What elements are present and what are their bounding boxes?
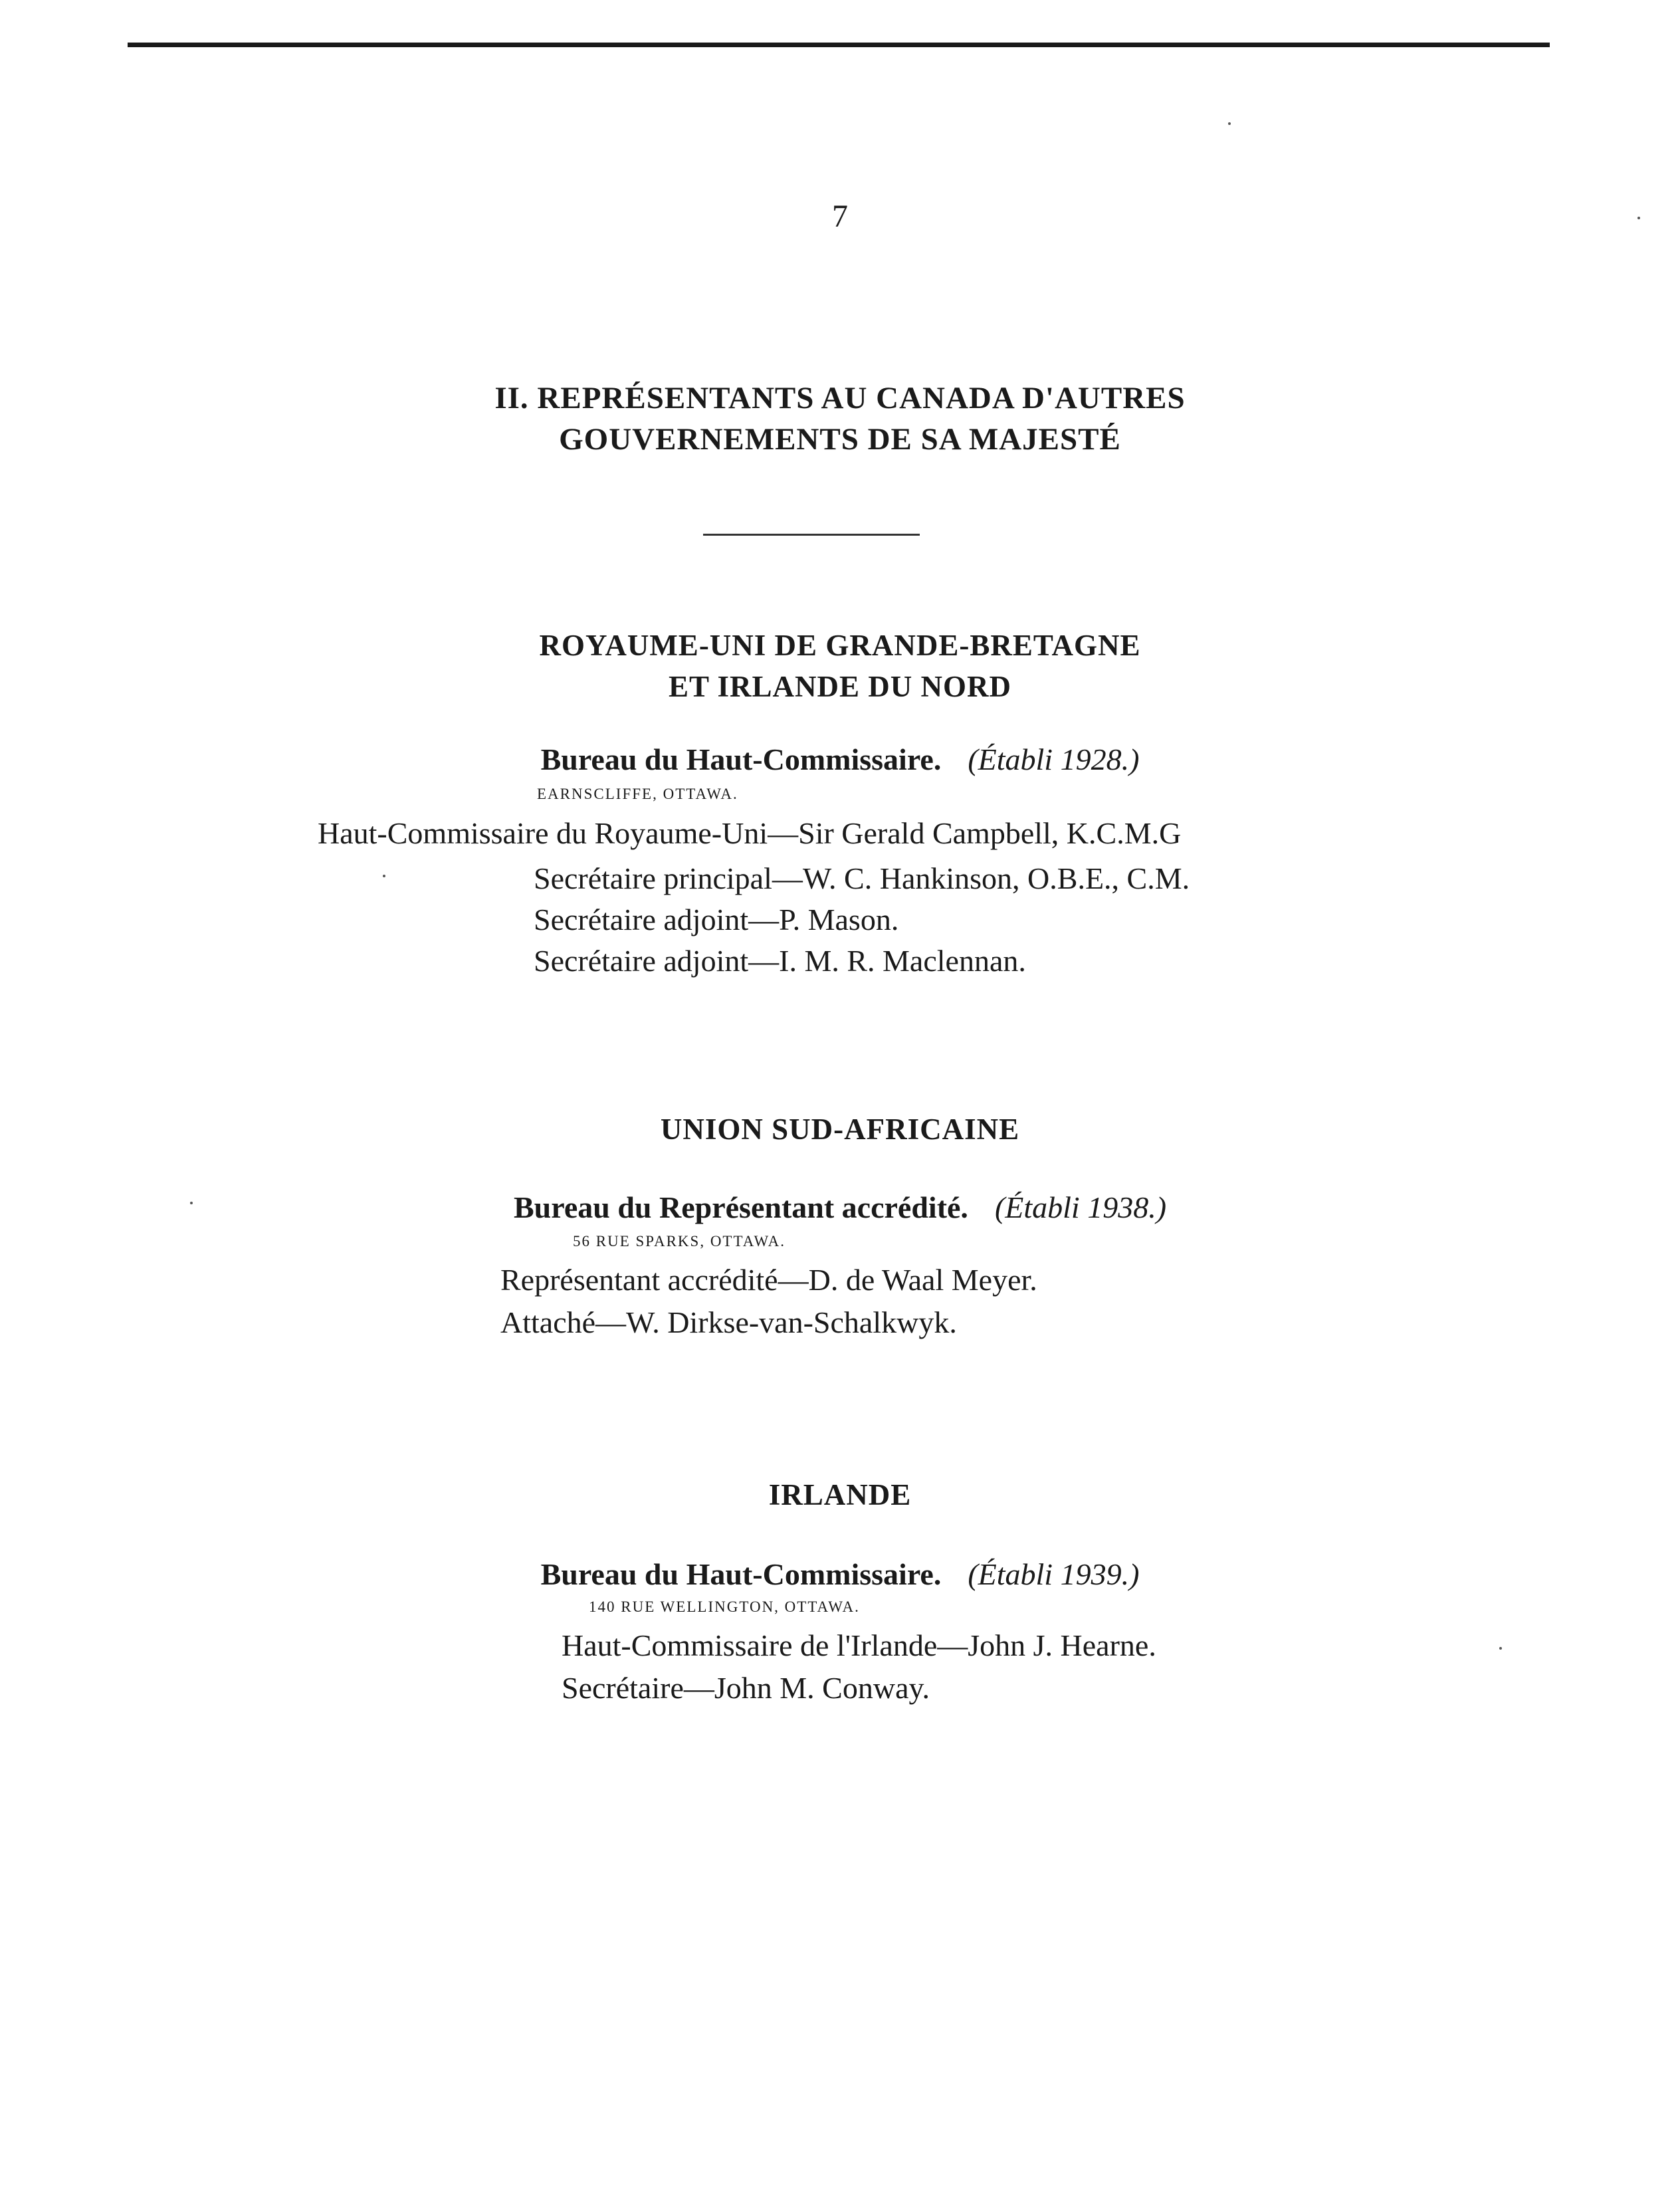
- person-line: Secrétaire adjoint—P. Mason.: [534, 903, 899, 936]
- office-name: Bureau du Représentant accrédité.: [513, 1190, 968, 1224]
- scan-speck: [190, 1202, 193, 1204]
- section-heading-line-1: IRLANDE: [768, 1478, 912, 1511]
- top-rule: [128, 43, 1550, 47]
- office-address: 140 RUE WELLINGTON, OTTAWA.: [589, 1598, 860, 1615]
- person-line: Haut-Commissaire de l'Irlande—John J. Hearne.: [562, 1628, 1156, 1662]
- established-date: (Établi 1928.): [968, 742, 1140, 776]
- section-heading-line-2: ET IRLANDE DU NORD: [669, 670, 1011, 703]
- page-number: 7: [832, 199, 848, 234]
- office-address: 56 RUE SPARKS, OTTAWA.: [573, 1233, 786, 1250]
- person-line: Haut-Commissaire du Royaume-Uni—Sir Gerald Campbell, K.C.M.G: [318, 816, 1182, 850]
- office-name: Bureau du Haut-Commissaire.: [540, 1557, 942, 1591]
- established-date: (Établi 1939.): [968, 1557, 1140, 1591]
- main-heading-line-2: GOUVERNEMENTS DE SA MAJESTÉ: [559, 422, 1121, 457]
- section-heading-union-sud-africaine: [0, 1109, 1680, 1150]
- office-line-royaume-uni: [0, 742, 1680, 777]
- person-line: Attaché—W. Dirkse-van-Schalkwyk.: [500, 1305, 957, 1339]
- section-divider: [703, 534, 920, 536]
- person-line: Représentant accrédité—D. de Waal Meyer.: [500, 1263, 1037, 1297]
- scan-speck: [1637, 217, 1640, 219]
- office-address: EARNSCLIFFE, OTTAWA.: [537, 786, 738, 802]
- person-line: Secrétaire principal—W. C. Hankinson, O.B.E., C.M.: [534, 861, 1190, 895]
- section-heading-line-1: UNION SUD-AFRICAINE: [660, 1113, 1020, 1146]
- section-heading-royaume-uni: [0, 625, 1680, 707]
- office-line-union-sud-africaine: [0, 1190, 1680, 1225]
- office-line-irlande: [0, 1557, 1680, 1592]
- main-heading-line-1: II. REPRÉSENTANTS AU CANADA D'AUTRES: [494, 381, 1186, 415]
- section-heading-line-1: ROYAUME-UNI DE GRANDE-BRETAGNE: [539, 629, 1141, 662]
- established-date: (Établi 1938.): [994, 1190, 1167, 1224]
- person-line: Secrétaire—John M. Conway.: [562, 1671, 930, 1705]
- scan-speck: [383, 875, 385, 877]
- main-heading: [0, 378, 1680, 460]
- section-heading-irlande: [0, 1474, 1680, 1515]
- office-name: Bureau du Haut-Commissaire.: [540, 742, 942, 776]
- scan-speck: [1228, 122, 1231, 125]
- person-line: Secrétaire adjoint—I. M. R. Maclennan.: [534, 944, 1026, 978]
- scan-speck: [1499, 1647, 1502, 1650]
